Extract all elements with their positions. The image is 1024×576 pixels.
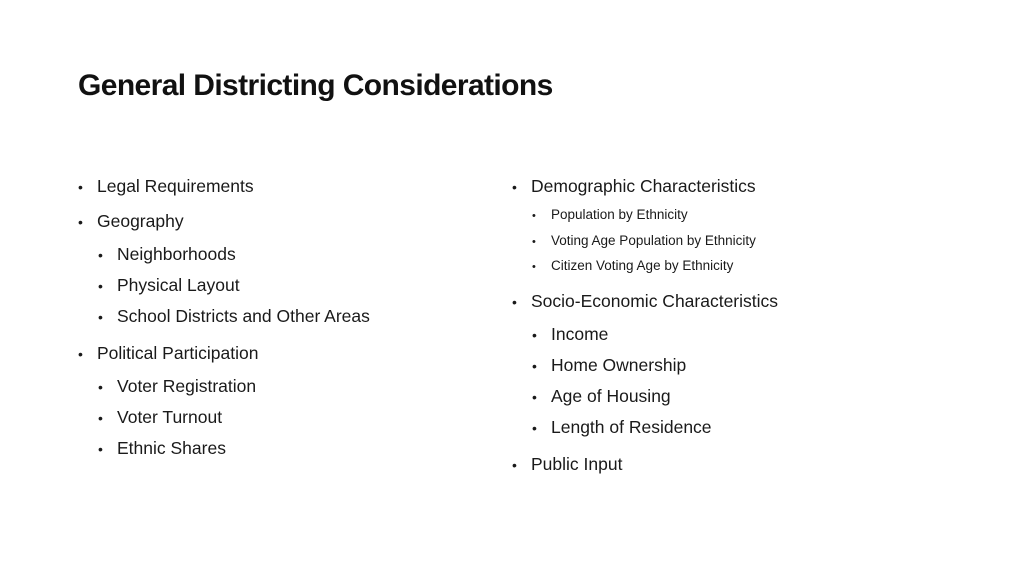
sub-bullet-text: Home Ownership xyxy=(551,354,687,375)
bullet-dot: • xyxy=(532,388,537,405)
bullet-dot: • xyxy=(98,309,103,325)
sub-bullet-text: Citizen Voting Age by Ethnicity xyxy=(551,258,734,273)
bullet-dot: • xyxy=(98,410,103,426)
bullet-dot: • xyxy=(78,214,83,230)
bullet-dot: • xyxy=(532,235,536,248)
sub-bullet-physical-layout xyxy=(98,270,478,301)
sub-bullet-text: Physical Layout xyxy=(117,275,240,295)
bullet-dot: • xyxy=(532,419,537,436)
geography-sub-list xyxy=(78,239,478,332)
bullet-dot: • xyxy=(532,357,537,374)
political-sub-list xyxy=(78,371,478,464)
bullet-dot: • xyxy=(532,326,537,343)
bullet-dot: • xyxy=(98,441,103,457)
bullet-dot: • xyxy=(78,179,83,195)
sub-bullet-text: Neighborhoods xyxy=(117,244,236,264)
left-column xyxy=(78,174,478,473)
sub-bullet-length-of-residence xyxy=(532,412,982,443)
sub-bullet-income xyxy=(532,319,982,350)
bullet-text: Legal Requirements xyxy=(97,176,254,196)
right-column xyxy=(512,174,982,487)
bullet-political-participation xyxy=(78,341,478,464)
bullet-text: Public Input xyxy=(531,453,623,474)
sub-bullet-home-ownership xyxy=(532,350,982,381)
bullet-dot: • xyxy=(512,456,517,473)
sub-bullet-voter-registration xyxy=(98,371,478,402)
bullet-text: Geography xyxy=(97,211,184,231)
bullet-dot: • xyxy=(98,379,103,395)
sub-bullet-text: School Districts and Other Areas xyxy=(117,306,370,326)
demographic-sub-list xyxy=(512,203,982,280)
bullet-dot: • xyxy=(78,346,83,362)
bullet-dot: • xyxy=(532,261,536,273)
sub-bullet-neighborhoods xyxy=(98,239,478,270)
sub-bullet-citizen-voting-age xyxy=(532,254,982,280)
sub-bullet-text: Voter Turnout xyxy=(117,407,223,427)
sub-bullet-school-districts xyxy=(98,301,478,332)
bullet-public-input xyxy=(512,452,982,478)
sub-bullet-ethnic-shares xyxy=(98,433,478,464)
bullet-text: Demographic Characteristics xyxy=(531,176,756,196)
right-bullet-list xyxy=(512,174,982,478)
sub-bullet-age-of-housing xyxy=(532,381,982,412)
sub-bullet-population-by-ethnicity xyxy=(532,203,982,229)
sub-bullet-text: Ethnic Shares xyxy=(117,438,226,458)
slide-title: General Districting Considerations xyxy=(78,69,553,102)
bullet-dot: • xyxy=(512,179,517,195)
sub-bullet-text: Voting Age Population by Ethnicity xyxy=(551,232,756,248)
bullet-socio-economic-characteristics xyxy=(512,289,982,443)
bullet-geography xyxy=(78,209,478,332)
sub-bullet-text: Length of Residence xyxy=(551,416,712,437)
bullet-demographic-characteristics xyxy=(512,174,982,280)
left-bullet-list xyxy=(78,174,478,464)
bullet-dot: • xyxy=(98,247,103,263)
bullet-dot: • xyxy=(532,210,536,222)
sub-bullet-text: Income xyxy=(551,323,609,344)
bullet-text: Socio-Economic Characteristics xyxy=(531,290,779,311)
bullet-legal-requirements xyxy=(78,174,478,200)
sub-bullet-text: Age of Housing xyxy=(551,385,671,406)
bullet-dot: • xyxy=(512,293,517,310)
sub-bullet-text: Population by Ethnicity xyxy=(551,207,688,222)
sub-bullet-text: Voter Registration xyxy=(117,376,257,396)
sub-bullet-voting-age-population xyxy=(532,229,982,255)
bullet-dot: • xyxy=(98,278,103,294)
bullet-text: Political Participation xyxy=(97,343,259,363)
socio-economic-sub-list xyxy=(512,319,982,443)
sub-bullet-voter-turnout xyxy=(98,402,478,433)
